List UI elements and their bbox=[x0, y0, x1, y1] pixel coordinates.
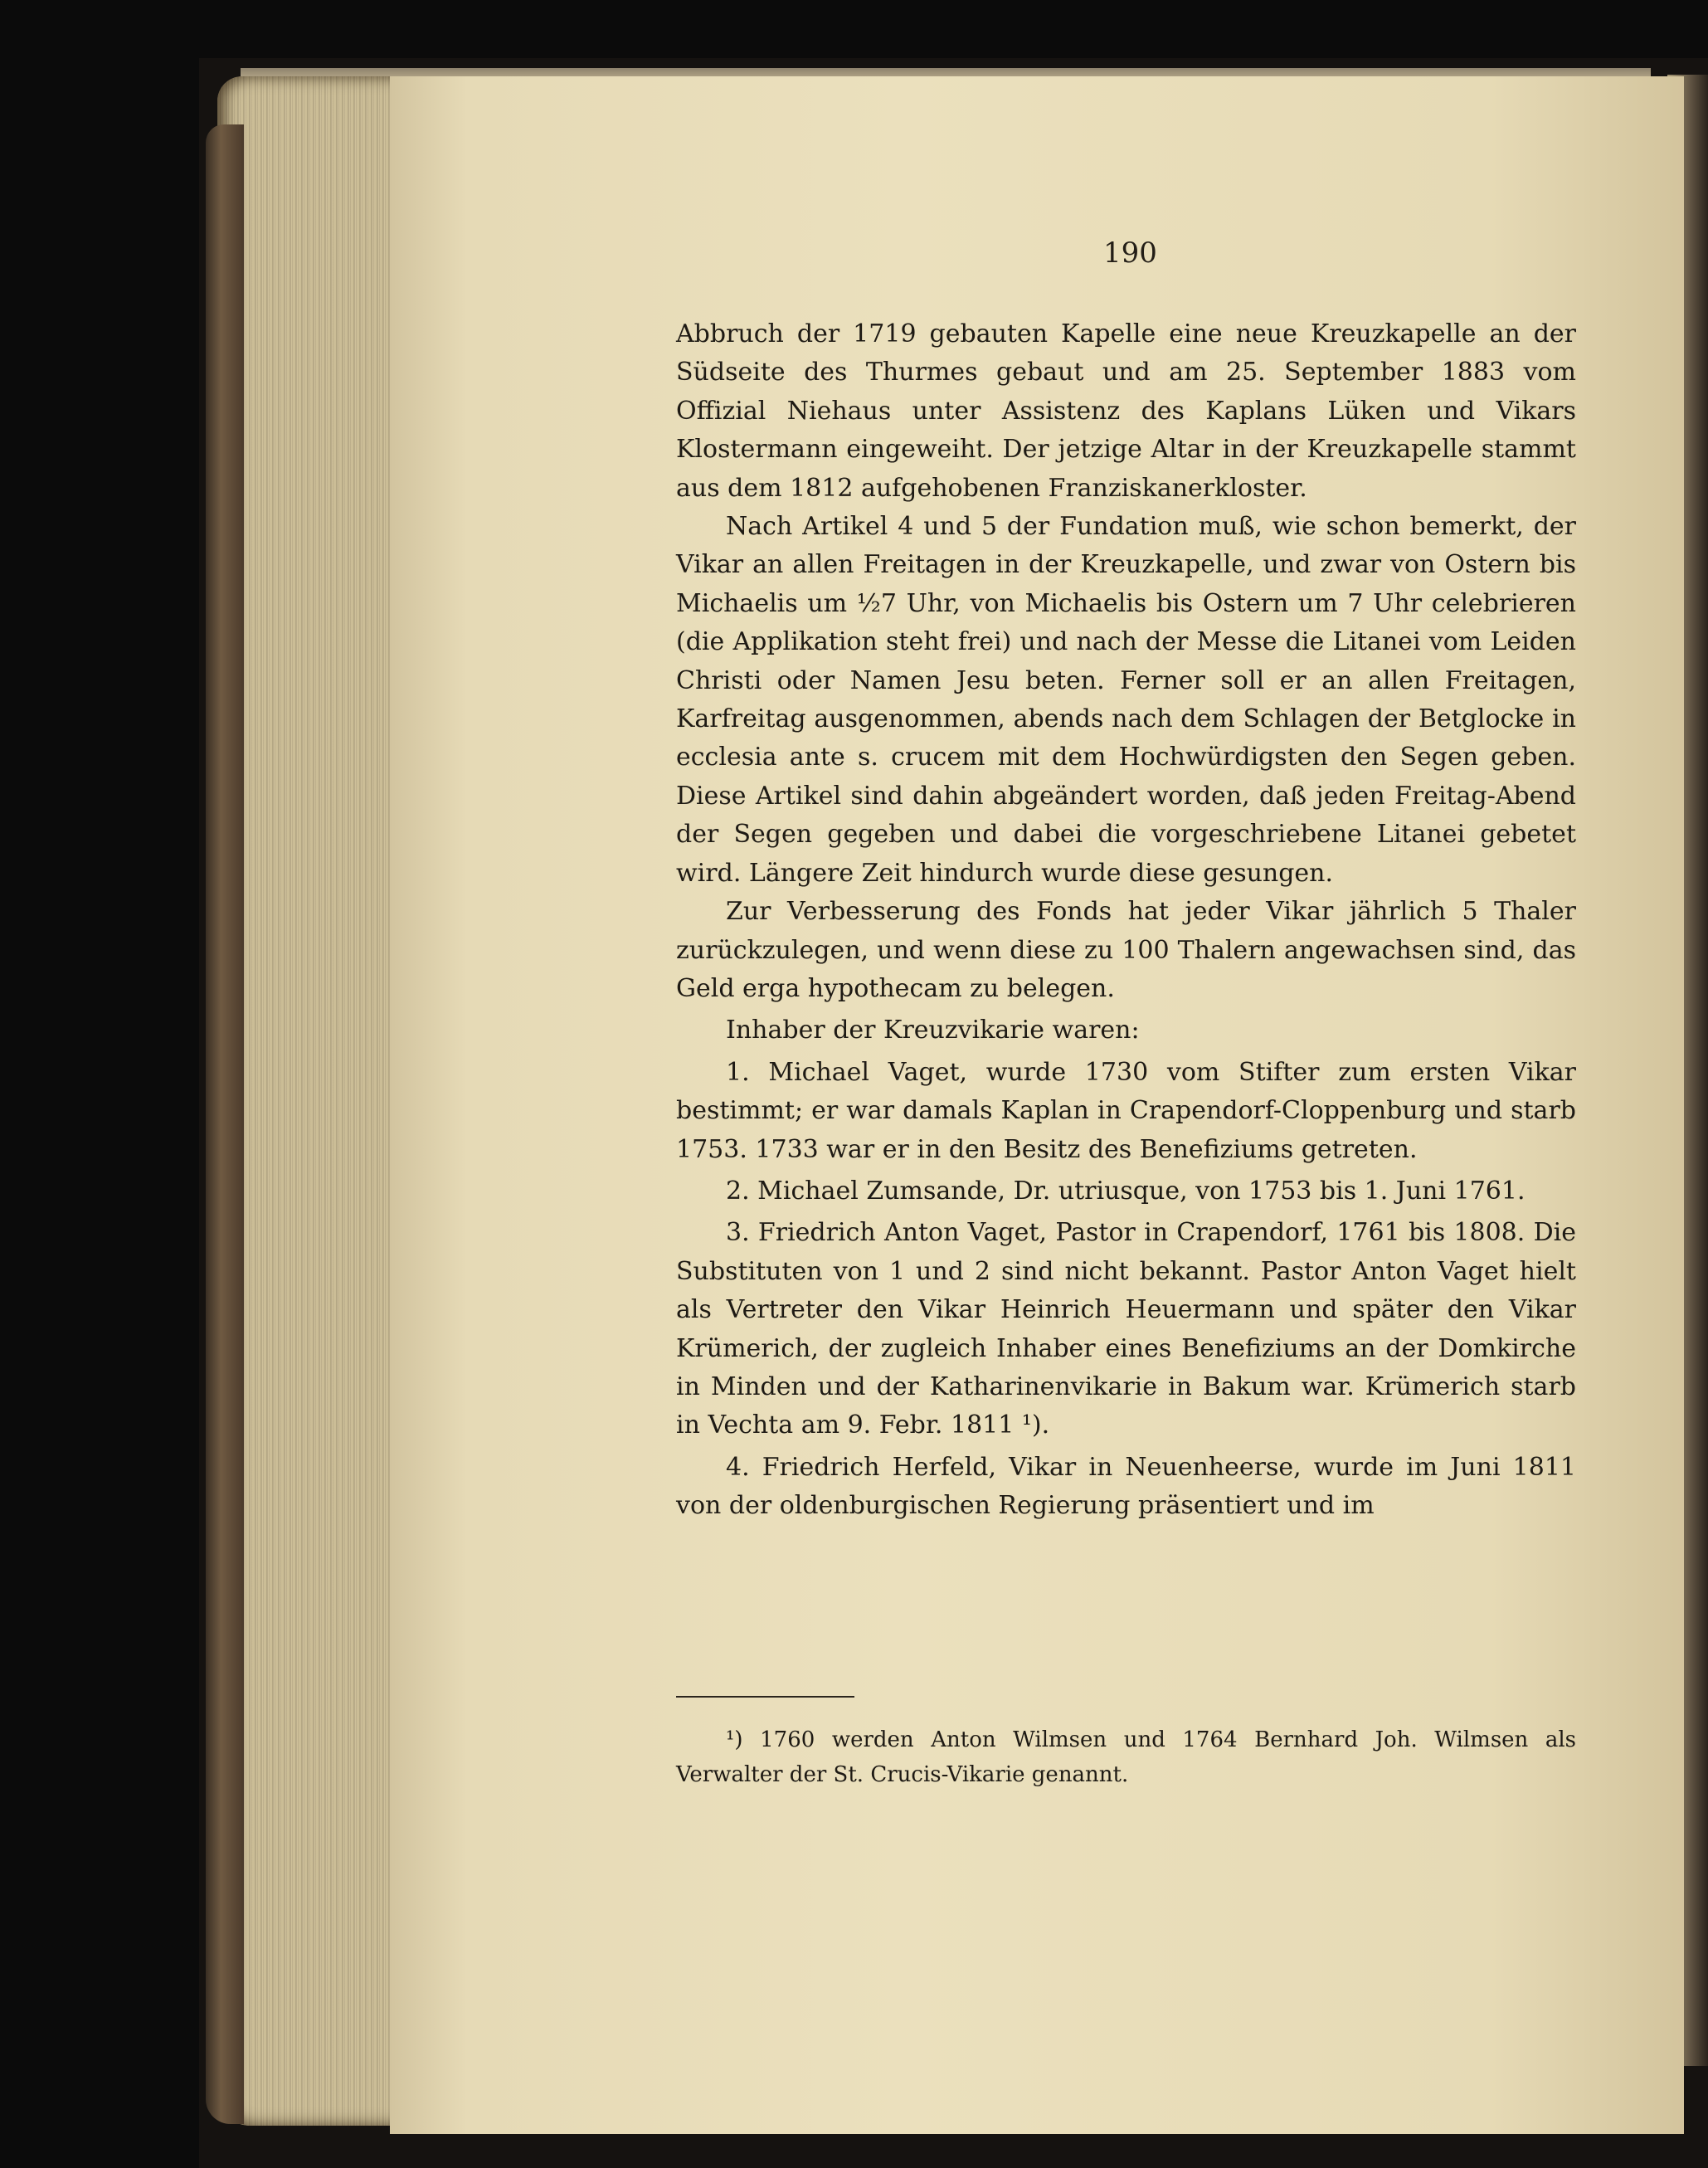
list-item-2: 2. Michael Zumsande, Dr. utriusque, von 1753 bis 1. Juni 1761. bbox=[726, 1176, 1526, 1206]
footnote: ¹) 1760 werden Anton Wilmsen und 1764 Bernhard Joh. Wilmsen als Verwalter der St. Crucis-Vikarie genannt. bbox=[676, 1727, 1576, 1787]
paragraph-continuation: Abbruch der 1719 gebauten Kapelle eine neue Kreuzkapelle an der Südseite des Thurmes gebaut und am 25. September 1883 vom Offizial Niehaus unter Assistenz des Kaplans Lüken und Vikars Klostermann eingeweiht. Der jetzige Altar in der Kreuzkapelle stammt aus dem 1812 aufgehobenen Franziskanerkloster. bbox=[676, 319, 1576, 503]
list-item-3: 3. Friedrich Anton Vaget, Pastor in Crapendorf, 1761 bis 1808. Die Substituten von 1 und 2 sind nicht bekannt. Pastor Anton Vaget hielt als Vertreter den Vikar Heinrich Heuermann und später den Vikar Krümerich, der zugleich Inhaber eines Benefiziums an der Domkirche in Minden und der Katharinenvikarie in Bakum war. Krümerich starb in Vechta am 9. Febr. 1811 ¹). bbox=[676, 1218, 1576, 1440]
paragraph-fundation: Nach Artikel 4 und 5 der Fundation muß, wie schon bemerkt, der Vikar an allen Freitagen in der Kreuzkapelle, und zwar von Ostern bis Michaelis um ½7 Uhr, von Michaelis bis Ostern um 7 Uhr celebrieren (die Applikation steht frei) und nach der Messe die Litanei vom Leiden Christi oder Namen Jesu beten. Ferner soll er an allen Freitagen, Karfreitag ausgenommen, abends nach dem Schlagen der Betglocke in ecclesia ante s. crucem mit dem Hochwürdigsten den Segen geben. Diese Artikel sind dahin abgeändert worden, daß jeden Freitag-Abend der Segen gegeben und dabei die vorgeschriebene Litanei gebetet wird. Längere Zeit hindurch wurde diese gesungen. bbox=[676, 512, 1576, 888]
page-block-edges bbox=[217, 76, 404, 2126]
footnote-rule bbox=[676, 1696, 854, 1698]
list-item-1: 1. Michael Vaget, wurde 1730 vom Stifter zum ersten Vikar bestimmt; er war damals Kaplan in Crapendorf-Cloppenburg und starb 1753. 1733 war er in den Besitz des Benefiziums getreten. bbox=[676, 1057, 1576, 1164]
list-item-4: 4. Friedrich Herfeld, Vikar in Neuenheerse, wurde im Juni 1811 von der oldenburgischen Regierung präsentiert und im bbox=[676, 1452, 1576, 1521]
paragraph-inhaber-heading: Inhaber der Kreuzvikarie waren: bbox=[726, 1016, 1140, 1045]
paragraph-fonds: Zur Verbesserung des Fonds hat jeder Vikar jährlich 5 Thaler zurückzulegen, und wenn diese zu 100 Thalern angewachsen sind, das Geld erga hypothecam zu belegen. bbox=[676, 897, 1576, 1003]
page-number: 190 bbox=[1103, 236, 1157, 270]
page-body bbox=[676, 315, 1576, 1526]
book-cover-edge bbox=[206, 124, 244, 2124]
